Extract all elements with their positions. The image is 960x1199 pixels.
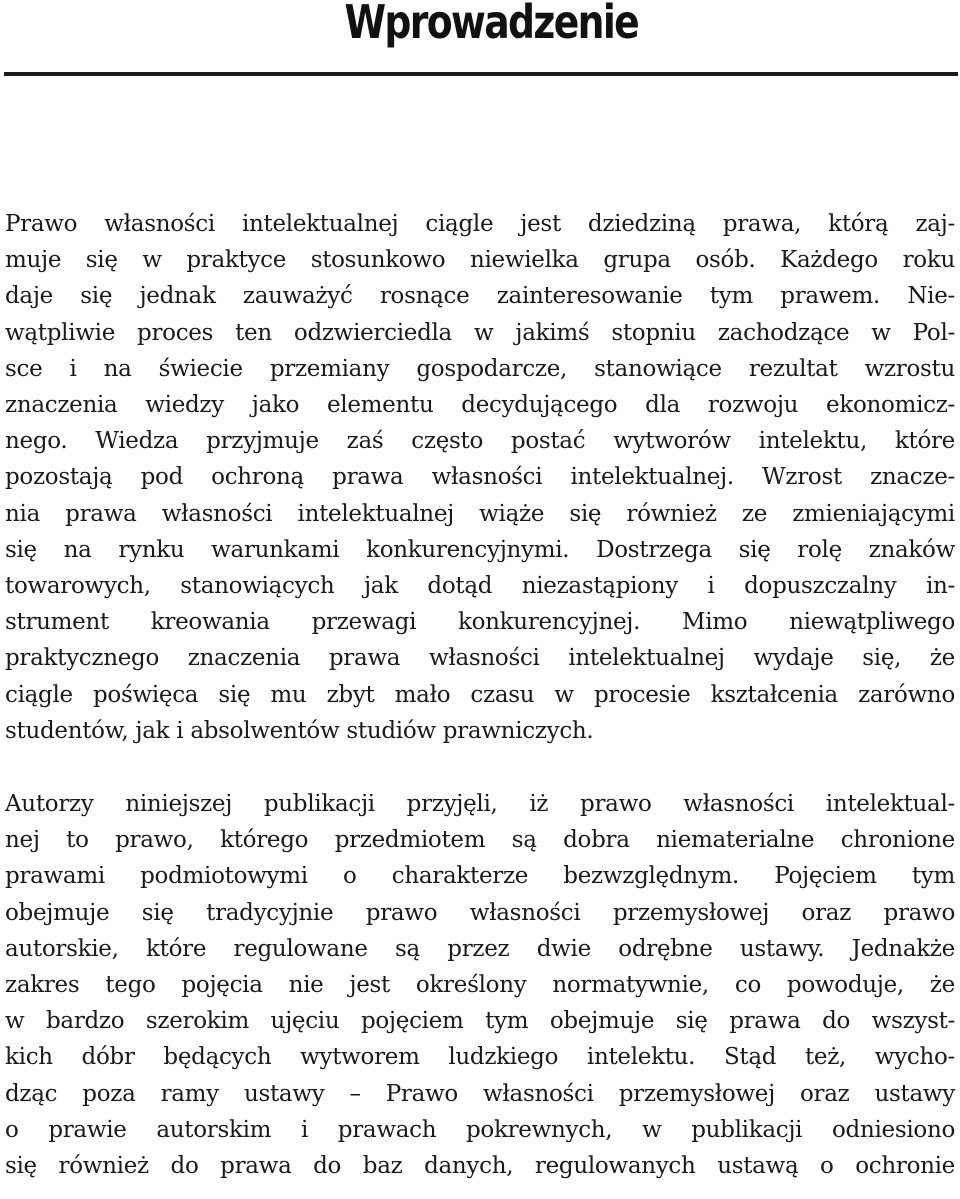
text-line: nego. Wiedza przyjmuje zaś często postać wytworów intelektu, które [5,428,955,455]
text-line: Autorzy niniejszej publikacji przyjęli, iż prawo własności intelektual- [5,791,955,817]
text-line: autorskie, które regulowane są przez dwie odrębne ustawy. Jednakże [5,935,955,962]
text-line: pozostają pod ochroną prawa własności intelektualnej. Wzrost znacze- [5,464,955,491]
text-line: prawami podmiotowymi o charakterze bezwzględnym. Pojęciem tym [5,863,955,890]
text-line: się również do prawa do baz danych, regulowanych ustawą o ochronie [5,1153,955,1180]
text-line: towarowych, stanowiących jak dotąd niezastąpiony i dopuszczalny in- [5,573,955,600]
text-line: praktycznego znaczenia prawa własności intelektualnej wydaje się, że [5,645,955,672]
text-line: sce i na świecie przemiany gospodarcze, stanowiące rezultat wzrostu [5,355,955,382]
paragraph-1 [5,206,955,749]
text-line: obejmuje się tradycyjnie prawo własności przemysłowej oraz prawo [5,899,955,926]
text-line: ciągle poświęca się mu zbyt mało czasu w procesie kształcenia zarówno [5,681,955,708]
paragraph-2 [5,786,955,1184]
text-line: znaczenia wiedzy jako elementu decydującego dla rozwoju ekonomicz- [5,392,955,419]
text-line: w bardzo szerokim ujęciu pojęciem tym obejmuje się prawa do wszyst- [5,1008,955,1035]
text-line: się na rynku warunkami konkurencyjnymi. Dostrzega się rolę znaków [5,536,955,563]
text-line: nia prawa własności intelektualnej wiąże się również ze zmieniającymi [5,500,955,527]
text-line: daje się jednak zauważyć rosnące zainteresowanie tym prawem. Nie- [5,283,955,310]
text-line: kich dóbr będących wytworem ludzkiego intelektu. Stąd też, wycho- [5,1044,955,1071]
page-title: Wprowadzenie [344,0,638,49]
text-line: muje się w praktyce stosunkowo niewielka grupa osób. Każdego roku [5,247,955,274]
text-line: Prawo własności intelektualnej ciągle jest dziedziną prawa, którą zaj- [5,211,955,237]
text-line: zakres tego pojęcia nie jest określony normatywnie, co powoduje, że [5,972,955,999]
text-line: studentów, jak i absolwentów studiów prawniczych. [5,717,594,744]
text-line: o prawie autorskim i prawach pokrewnych, w publikacji odniesiono [5,1116,955,1143]
text-line: dząc poza ramy ustawy – Prawo własności przemysłowej oraz ustawy [5,1080,955,1107]
text-line: strument kreowania przewagi konkurencyjnej. Mimo niewątpliwego [5,609,955,636]
title-rule [4,72,958,76]
text-line: wątpliwie proces ten odzwierciedla w jakimś stopniu zachodzące w Pol- [5,319,955,346]
text-line: nej to prawo, którego przedmiotem są dobra niematerialne chronione [5,827,955,854]
